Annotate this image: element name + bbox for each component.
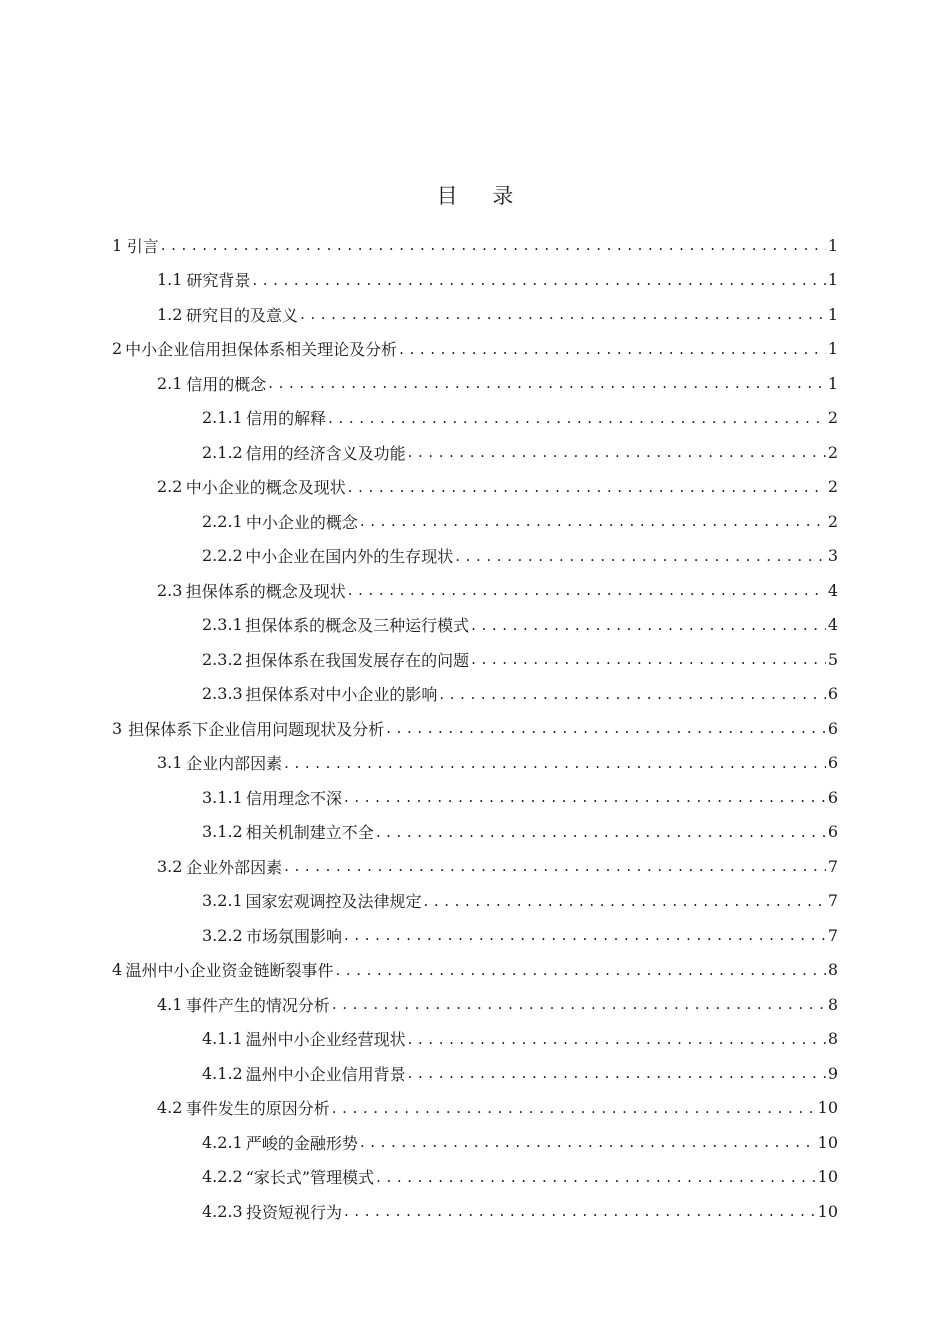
dot-leader	[344, 926, 826, 944]
toc-entry[interactable]	[0, 1125, 838, 1160]
toc-entry-label: 市场氛围影响	[246, 926, 343, 946]
toc-entry-label: 中小企业的概念	[245, 512, 358, 532]
toc-entry-number: 4.2.3	[202, 1201, 243, 1221]
toc-entry-label: 研究背景	[186, 271, 251, 291]
toc-entry-number: 4.2	[157, 1098, 183, 1118]
toc-entry-label: 温州中小企业资金链断裂事件	[125, 961, 334, 981]
toc-entry-page: 6	[827, 822, 838, 842]
toc-entry-page: 8	[827, 1029, 838, 1049]
toc-entry-page: 5	[827, 649, 838, 669]
dot-leader	[161, 236, 826, 254]
toc-entry-label: 研究目的及意义	[186, 305, 299, 325]
dot-leader	[399, 340, 826, 358]
toc-entry-number: 4.1	[157, 994, 183, 1014]
toc-entry-label: 担保体系对中小企业的影响	[245, 685, 438, 705]
toc-entry-page: 1	[827, 339, 838, 359]
toc-entry-page: 9	[827, 1063, 838, 1083]
toc-entry-number: 2.3.1	[202, 615, 243, 635]
toc-entry[interactable]	[0, 332, 838, 367]
dot-leader	[408, 1030, 826, 1048]
dot-leader	[423, 892, 825, 910]
dot-leader	[471, 616, 826, 634]
toc-entry-label: 温州中小企业经营现状	[245, 1030, 406, 1050]
toc-entry-number: 4	[112, 960, 123, 980]
dot-leader	[328, 409, 826, 427]
toc-entry[interactable]	[0, 1056, 838, 1091]
dot-leader	[252, 271, 825, 289]
toc-entry[interactable]	[0, 297, 838, 332]
toc-entry-number: 2.2	[157, 477, 183, 497]
toc-entry[interactable]	[0, 470, 838, 505]
toc-entry[interactable]	[0, 849, 838, 884]
toc-entry-label: 信用的解释	[246, 409, 327, 429]
toc-entry[interactable]	[0, 263, 838, 298]
dot-leader	[408, 1064, 826, 1082]
dot-leader	[376, 1168, 816, 1186]
toc-entry-number: 4.1.1	[202, 1029, 243, 1049]
dot-leader	[332, 1099, 816, 1117]
toc-entry[interactable]	[0, 746, 838, 781]
toc-entry-page: 6	[827, 684, 838, 704]
toc-entry-page: 10	[817, 1132, 838, 1152]
toc-entry-number: 1.1	[157, 270, 183, 290]
dot-leader	[360, 1133, 816, 1151]
dot-leader	[268, 374, 826, 392]
toc-entry-page: 4	[827, 580, 838, 600]
toc-entry-page: 10	[817, 1167, 838, 1187]
toc-entry-number: 1.2	[157, 304, 183, 324]
toc-entry-page: 1	[827, 235, 838, 255]
toc-entry-number: 1	[112, 235, 123, 255]
toc-entry[interactable]	[0, 642, 838, 677]
toc-entry-number: 3.1.2	[202, 822, 243, 842]
toc-entry-number: 2.1.1	[202, 408, 243, 428]
toc-title: 目 录	[436, 184, 528, 208]
dot-leader	[439, 685, 825, 703]
toc-entry-page: 7	[827, 925, 838, 945]
toc-entry-page: 6	[827, 787, 838, 807]
toc-entry[interactable]	[0, 366, 838, 401]
toc-entry-label: 担保体系的概念及现状	[185, 581, 346, 601]
dot-leader	[344, 788, 826, 806]
toc-entry-number: 2.3	[157, 580, 183, 600]
toc-entry-page: 8	[827, 994, 838, 1014]
dot-leader	[376, 823, 826, 841]
toc-entry[interactable]	[0, 1022, 838, 1057]
toc-entry-label: 担保体系下企业信用问题现状及分析	[128, 719, 385, 739]
toc-entry[interactable]	[0, 815, 838, 850]
dot-leader	[344, 1202, 816, 1220]
toc-entry-number: 2.3.3	[202, 684, 243, 704]
toc-entry[interactable]	[0, 539, 838, 574]
toc-entry-page: 4	[827, 615, 838, 635]
toc-entry-label: 担保体系的概念及三种运行模式	[245, 616, 470, 636]
toc-entry-page: 8	[827, 960, 838, 980]
toc-entry-page: 1	[827, 304, 838, 324]
dot-leader	[455, 547, 826, 565]
toc-entry-page: 2	[827, 477, 838, 497]
toc-entry-page: 6	[827, 753, 838, 773]
toc-entry-page: 1	[827, 270, 838, 290]
toc-entry[interactable]	[0, 953, 838, 988]
toc-entry-label: 国家宏观调控及法律规定	[245, 892, 422, 912]
toc-entry[interactable]	[0, 504, 838, 539]
toc-entry-number: 2.2.2	[202, 546, 243, 566]
toc-entry-number: 3.1.1	[202, 787, 243, 807]
toc-entry-label: 信用的经济含义及功能	[245, 443, 406, 463]
dot-leader	[284, 857, 826, 875]
toc-entry-number: 3	[112, 718, 123, 738]
toc-entry[interactable]	[0, 677, 838, 712]
dot-leader	[408, 443, 826, 461]
toc-entry-number: 3.2.2	[202, 925, 243, 945]
toc-entry-label: 投资短视行为	[245, 1202, 342, 1222]
toc-entry-page: 7	[827, 856, 838, 876]
toc-entry-label: 相关机制建立不全	[245, 823, 374, 843]
toc-entry-label: 引言	[126, 236, 159, 256]
toc-entry-label: 事件产生的情况分析	[185, 995, 330, 1015]
toc-entry-number: 2.3.2	[202, 649, 243, 669]
toc-entry-number: 3.2.1	[202, 891, 243, 911]
toc-entry-number: 2.1	[157, 373, 183, 393]
toc-entry-number: 4.1.2	[202, 1063, 243, 1083]
toc-entry-page: 6	[827, 718, 838, 738]
toc-entry-page: 2	[827, 442, 838, 462]
toc-entry-page: 3	[827, 546, 838, 566]
toc-entry[interactable]	[0, 435, 838, 470]
toc-entry-number: 2.2.1	[202, 511, 243, 531]
toc-entry[interactable]	[0, 1091, 838, 1126]
toc-entry[interactable]	[0, 711, 838, 746]
toc-entry-label: 中小企业在国内外的生存现状	[245, 547, 454, 567]
toc-entry-label: 企业内部因素	[186, 754, 283, 774]
toc-entry-label: “家长式”管理模式	[245, 1168, 375, 1188]
toc-entry-number: 2.1.2	[202, 442, 243, 462]
toc-entry[interactable]	[0, 918, 838, 953]
toc-entry-label: 中小企业的概念及现状	[185, 478, 346, 498]
toc-entry[interactable]	[0, 1160, 838, 1195]
toc-entry-label: 信用理念不深	[246, 788, 343, 808]
toc-entry-number: 4.2.2	[202, 1167, 243, 1187]
toc-entry-page: 1	[827, 373, 838, 393]
toc-entry-page: 2	[827, 511, 838, 531]
toc-entry-page: 10	[817, 1201, 838, 1221]
toc-entry-number: 3.1	[157, 753, 183, 773]
toc-entry[interactable]	[0, 608, 838, 643]
toc-entry-label: 事件发生的原因分析	[185, 1099, 330, 1119]
toc-entry[interactable]	[0, 884, 838, 919]
dot-leader	[386, 719, 826, 737]
dot-leader	[360, 512, 826, 530]
toc-entry-page: 10	[817, 1098, 838, 1118]
dot-leader	[348, 581, 826, 599]
toc-entry-number: 2	[112, 339, 123, 359]
toc-entry[interactable]	[0, 228, 838, 263]
toc-entry-label: 温州中小企业信用背景	[245, 1064, 406, 1084]
toc-entry-label: 企业外部因素	[186, 857, 283, 877]
dot-leader	[471, 650, 826, 668]
dot-leader	[284, 754, 826, 772]
toc-entry[interactable]	[0, 987, 838, 1022]
toc-entry-label: 担保体系在我国发展存在的问题	[245, 650, 470, 670]
toc-entry-label: 中小企业信用担保体系相关理论及分析	[125, 340, 398, 360]
toc-entry-number: 4.2.1	[202, 1132, 243, 1152]
toc-list	[0, 228, 950, 1229]
dot-leader	[348, 478, 826, 496]
toc-entry-number: 3.2	[157, 856, 183, 876]
toc-entry-page: 2	[827, 408, 838, 428]
toc-entry-label: 严峻的金融形势	[245, 1133, 358, 1153]
toc-entry[interactable]	[0, 573, 838, 608]
toc-entry[interactable]	[0, 780, 838, 815]
toc-entry-page: 7	[827, 891, 838, 911]
dot-leader	[332, 995, 826, 1013]
dot-leader	[336, 961, 826, 979]
dot-leader	[300, 305, 826, 323]
toc-entry[interactable]	[0, 401, 838, 436]
toc-entry-label: 信用的概念	[186, 374, 267, 394]
toc-entry[interactable]	[0, 1194, 838, 1229]
